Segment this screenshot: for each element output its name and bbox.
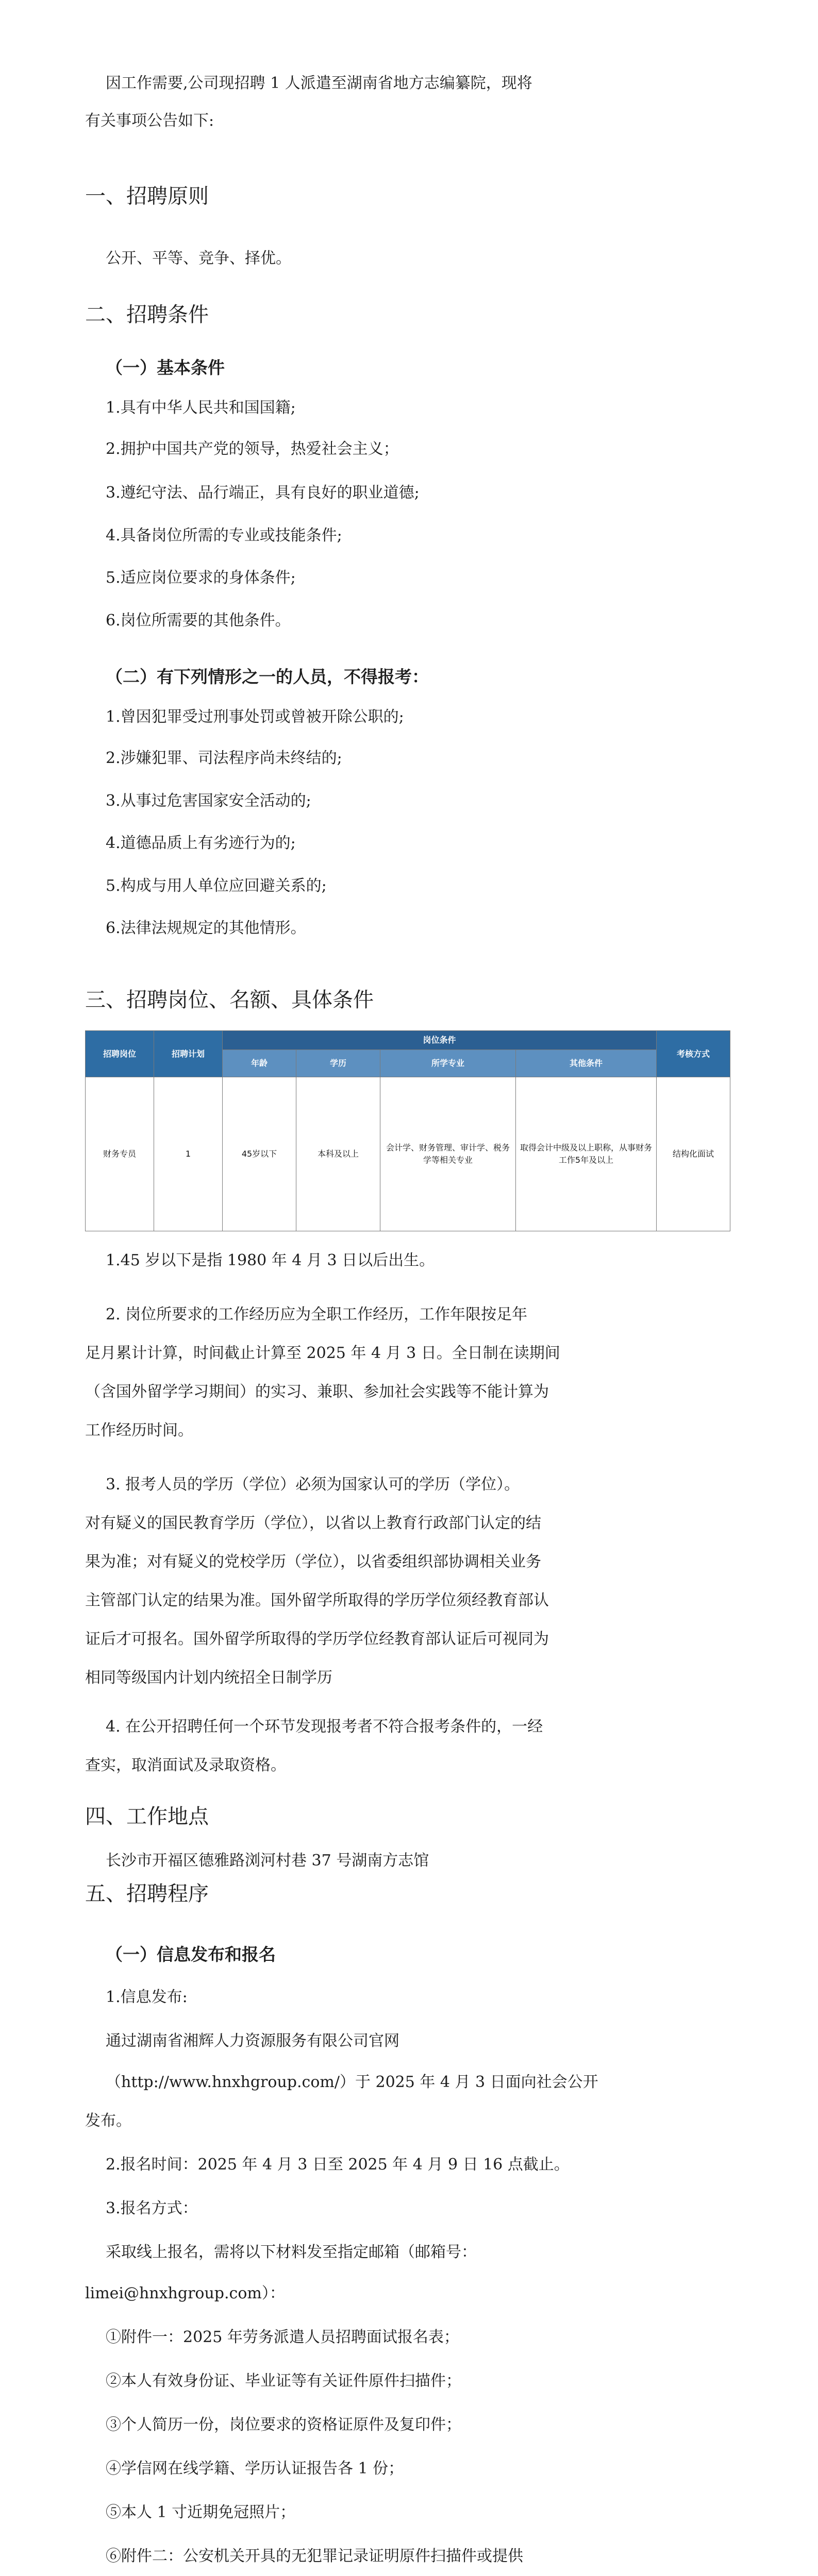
basic-condition-5: 5.适应岗位要求的身体条件; bbox=[106, 569, 296, 587]
note-3-line-6: 相同等级国内计划内统招全日制学历 bbox=[85, 1669, 332, 1687]
note-1: 1.45 岁以下是指 1980 年 4 月 3 日以后出生。 bbox=[106, 1251, 435, 1269]
cell-major: 会计学、财务管理、审计学、税务学等相关专业 bbox=[380, 1077, 516, 1231]
section-1-title: 一、招聘原则 bbox=[85, 184, 209, 208]
col-header-education: 学历 bbox=[296, 1050, 380, 1077]
info-release-line-1: 通过湖南省湘辉人力资源服务有限公司官网 bbox=[106, 2032, 399, 2050]
col-header-plan: 招聘计划 bbox=[154, 1031, 223, 1077]
col-header-age: 年龄 bbox=[223, 1050, 296, 1077]
note-3-line-2: 对有疑义的国民教育学历（学位），以省以上教育行政部门认定的结 bbox=[85, 1514, 541, 1532]
note-3-line-1: 3. 报考人员的学历（学位）必须为国家认可的学历（学位）。 bbox=[106, 1476, 520, 1494]
attachment-6: ⑥附件二：公安机关开具的无犯罪记录证明原件扫描件或提供 bbox=[106, 2547, 523, 2565]
basic-condition-4: 4.具备岗位所需的专业或技能条件; bbox=[106, 527, 342, 545]
attachment-1: ①附件一：2025 年劳务派遣人员招聘面试报名表； bbox=[106, 2328, 459, 2346]
cell-plan: 1 bbox=[154, 1077, 223, 1231]
basic-condition-2: 2.拥护中国共产党的领导，热爱社会主义； bbox=[106, 440, 399, 458]
section-3-title: 三、招聘岗位、名额、具体条件 bbox=[85, 988, 374, 1012]
signup-email[interactable]: limei@hnxhgroup.com）： bbox=[85, 2284, 285, 2302]
table-row bbox=[86, 1077, 730, 1231]
intro-line-1: 因工作需要,公司现招聘 1 人派遣至湖南省地方志编纂院，现将 bbox=[106, 74, 532, 92]
cell-position: 财务专员 bbox=[86, 1077, 154, 1231]
basic-condition-6: 6.岗位所需要的其他条件。 bbox=[106, 612, 291, 630]
cell-exam: 结构化面试 bbox=[657, 1077, 730, 1231]
note-2-line-3: （含国外留学学习期间）的实习、兼职、参加社会实践等不能计算为 bbox=[85, 1383, 549, 1401]
cell-other: 取得会计中级及以上职称，从事财务工作5年及以上 bbox=[516, 1077, 657, 1231]
note-4-line-2: 查实，取消面试及录取资格。 bbox=[85, 1756, 286, 1774]
info-release-line-2: （http://www.hnxhgroup.com/）于 2025 年 4 月 3 日面向社会公开 bbox=[106, 2073, 598, 2091]
attachment-5: ⑤本人 1 寸近期免冠照片； bbox=[106, 2503, 296, 2521]
exclusion-6: 6.法律法规规定的其他情形。 bbox=[106, 919, 306, 937]
section-5-title: 五、招聘程序 bbox=[85, 1882, 209, 1906]
cell-age: 45岁以下 bbox=[223, 1077, 296, 1231]
exclusion-2: 2.涉嫌犯罪、司法程序尚未终结的; bbox=[106, 749, 342, 767]
info-release-line-3: 发布。 bbox=[85, 2112, 131, 2130]
signup-time: 2.报名时间：2025 年 4 月 3 日至 2025 年 4 月 9 日 16 点截止。 bbox=[106, 2156, 570, 2174]
info-release-head: 1.信息发布: bbox=[106, 1988, 188, 2006]
note-4-line-1: 4. 在公开招聘任何一个环节发现报考者不符合报考条件的，一经 bbox=[106, 1718, 543, 1736]
work-address: 长沙市开福区德雅路浏河村巷 37 号湖南方志馆 bbox=[106, 1852, 429, 1870]
attachment-3: ③个人简历一份，岗位要求的资格证原件及复印件； bbox=[106, 2416, 461, 2434]
basic-conditions-title: （一）基本条件 bbox=[106, 358, 225, 378]
exclusion-5: 5.构成与用人单位应回避关系的; bbox=[106, 877, 327, 895]
col-header-conditions: 岗位条件 bbox=[223, 1031, 657, 1050]
signup-method-head: 3.报名方式： bbox=[106, 2199, 198, 2217]
section-2-title: 二、招聘条件 bbox=[85, 303, 209, 327]
signup-method-line-1: 采取线上报名，需将以下材料发至指定邮箱（邮箱号： bbox=[106, 2243, 477, 2261]
basic-condition-1: 1.具有中华人民共和国国籍; bbox=[106, 399, 296, 417]
attachment-4: ④学信网在线学籍、学历认证报告各 1 份； bbox=[106, 2460, 404, 2478]
section-4-title: 四、工作地点 bbox=[85, 1805, 209, 1828]
job-table bbox=[85, 1030, 730, 1231]
exclusion-1: 1.曾因犯罪受过刑事处罚或曾被开除公职的; bbox=[106, 708, 404, 726]
col-header-other: 其他条件 bbox=[516, 1050, 657, 1077]
exclusion-title: （二）有下列情形之一的人员，不得报考： bbox=[106, 667, 429, 687]
section-1-text: 公开、平等、竞争、择优。 bbox=[106, 249, 291, 267]
note-3-line-5: 证后才可报名。国外留学所取得的学历学位经教育部认证后可视同为 bbox=[85, 1630, 549, 1648]
note-2-line-2: 足月累计计算，时间截止计算至 2025 年 4 月 3 日。全日制在读期间 bbox=[85, 1344, 560, 1362]
intro-line-2: 有关事项公告如下: bbox=[85, 112, 214, 130]
note-3-line-3: 果为准；对有疑义的党校学历（学位），以省委组织部协调相关业务 bbox=[85, 1553, 541, 1571]
cell-education: 本科及以上 bbox=[296, 1077, 380, 1231]
col-header-position: 招聘岗位 bbox=[86, 1031, 154, 1077]
note-3-line-4: 主管部门认定的结果为准。国外留学所取得的学历学位须经教育部认 bbox=[85, 1591, 549, 1609]
exclusion-3: 3.从事过危害国家安全活动的; bbox=[106, 792, 311, 810]
exclusion-4: 4.道德品质上有劣迹行为的; bbox=[106, 834, 296, 852]
col-header-major: 所学专业 bbox=[380, 1050, 516, 1077]
attachment-2: ②本人有效身份证、毕业证等有关证件原件扫描件； bbox=[106, 2372, 461, 2390]
info-release-title: （一）信息发布和报名 bbox=[106, 1944, 276, 1964]
basic-condition-3: 3.遵纪守法、品行端正，具有良好的职业道德; bbox=[106, 484, 420, 502]
note-2-line-4: 工作经历时间。 bbox=[85, 1421, 193, 1439]
col-header-exam: 考核方式 bbox=[657, 1031, 730, 1077]
note-2-line-1: 2. 岗位所要求的工作经历应为全职工作经历，工作年限按足年 bbox=[106, 1306, 528, 1324]
